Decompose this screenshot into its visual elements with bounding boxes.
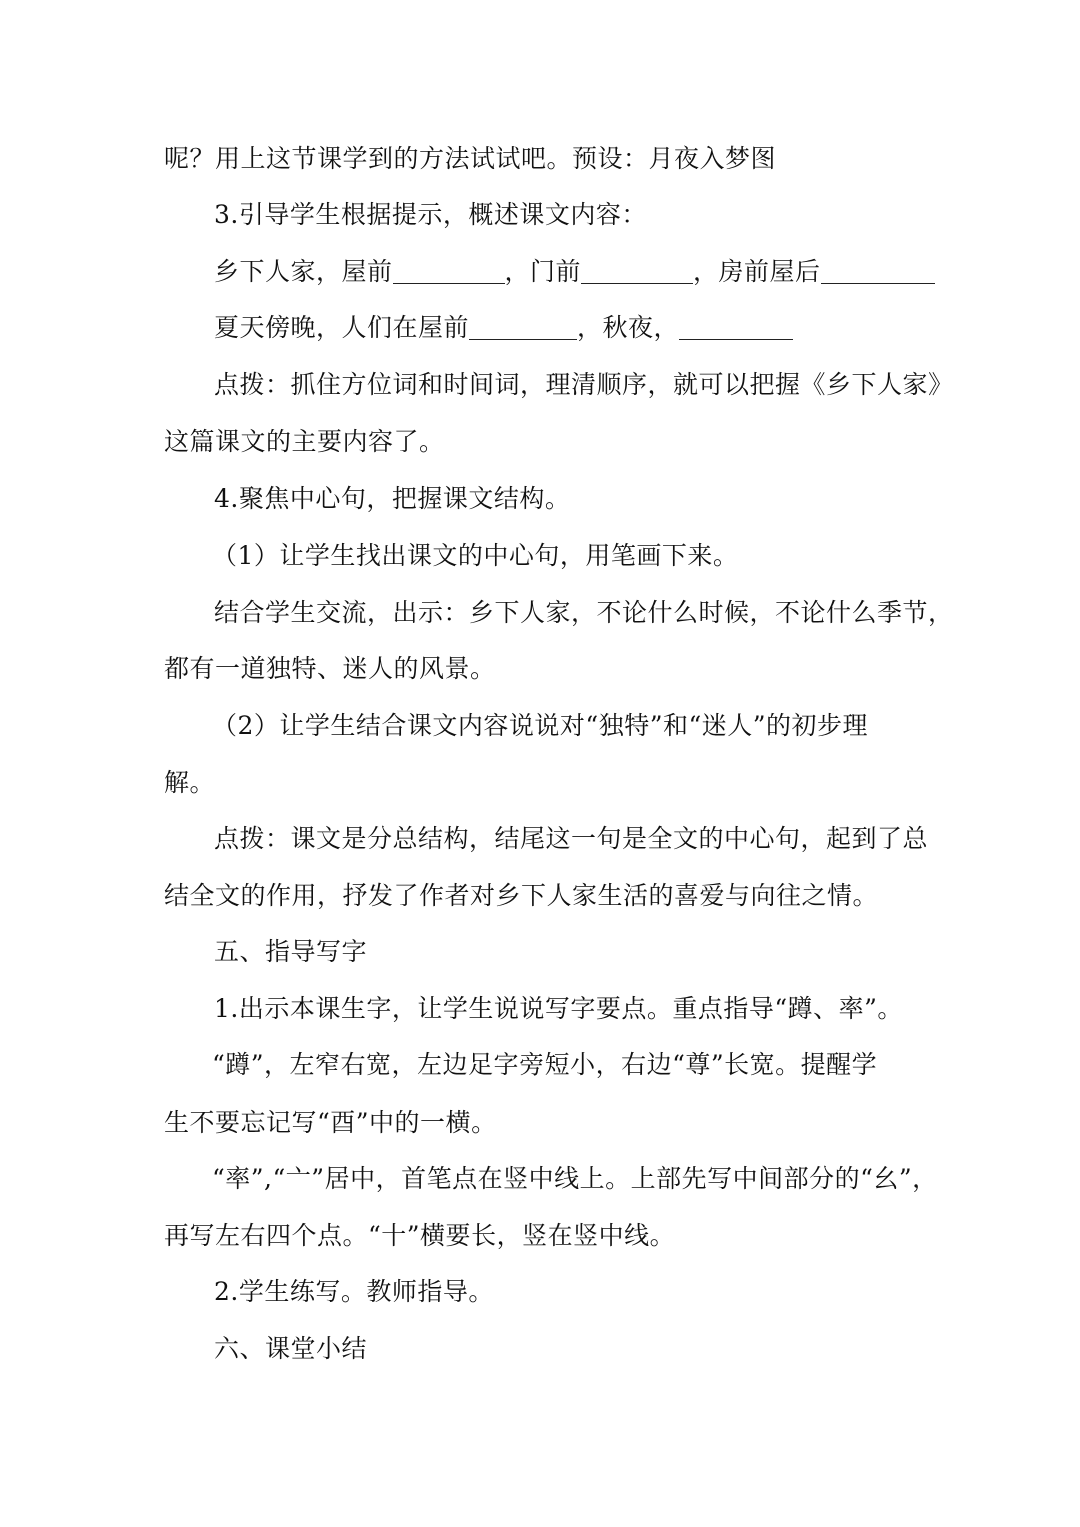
paragraph-line: 4.聚焦中心句，把握课文结构。 (214, 484, 571, 513)
section-heading: 六、课堂小结 (214, 1334, 368, 1363)
fill-in-text: ，房前屋后 (693, 257, 821, 286)
paragraph-line: 结合学生交流，出示：乡下人家，不论什么时候，不论什么季节， (214, 598, 954, 627)
paragraph-line: “率”,“亠”居中，首笔点在竖中线上。上部先写中间部分的“幺”， (212, 1164, 938, 1193)
fill-in-line (214, 252, 924, 292)
answer-blank (581, 257, 693, 284)
fill-in-text: ，秋夜， (577, 313, 680, 342)
fill-in-line (214, 308, 924, 348)
paragraph-line: 点拨：抓住方位词和时间词，理清顺序，就可以把握《乡下人家》 (214, 370, 954, 399)
fill-in-text: 乡下人家，屋前 (214, 257, 393, 286)
paragraph-line: （1）让学生找出课文的中心句，用笔画下来。 (212, 541, 739, 570)
answer-blank (821, 257, 935, 284)
paragraph-line: 1.出示本课生字，让学生说说写字要点。重点指导“蹲、率”。 (214, 994, 903, 1023)
answer-blank (469, 313, 577, 340)
paragraph-line: 再写左右四个点。“十”横要长，竖在竖中线。 (164, 1221, 676, 1250)
paragraph-line: 这篇课文的主要内容了。 (164, 427, 445, 456)
paragraph-line: 解。 (164, 768, 216, 797)
paragraph-line: 都有一道独特、迷人的风景。 (164, 654, 496, 683)
fill-in-text: ，门前 (504, 257, 582, 286)
answer-blank (679, 313, 793, 340)
paragraph-line: 点拨：课文是分总结构，结尾这一句是全文的中心句，起到了总 (214, 824, 929, 853)
answer-blank (393, 257, 505, 284)
paragraph-line: 呢？用上这节课学到的方法试试吧。预设：月夜入梦图 (164, 144, 777, 173)
paragraph-line: “蹲”，左窄右宽，左边足字旁短小，右边“尊”长宽。提醒学 (212, 1050, 878, 1079)
paragraph-line: 结全文的作用，抒发了作者对乡下人家生活的喜爱与向往之情。 (164, 881, 879, 910)
fill-in-text: 夏天傍晚，人们在屋前 (214, 313, 470, 342)
section-heading: 五、指导写字 (214, 937, 368, 966)
paragraph-line: 2.学生练写。教师指导。 (214, 1277, 494, 1306)
paragraph-line: 3.引导学生根据提示，概述课文内容： (214, 200, 647, 229)
paragraph-line: 生不要忘记写“酉”中的一横。 (164, 1108, 497, 1137)
paragraph-line: （2）让学生结合课文内容说说对“独特”和“迷人”的初步理 (212, 711, 869, 740)
